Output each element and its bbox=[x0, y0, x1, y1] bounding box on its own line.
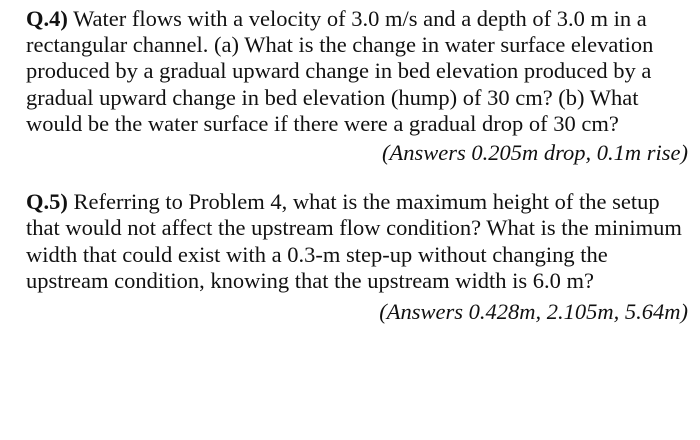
question-block-q5 bbox=[26, 189, 688, 325]
question-text-q4: Water flows with a velocity of 3.0 m/s and a depth of 3.0 m in a rectangular channel. (a) What is the change in water surface elevation produced by a gradual upward change in bed elevation produced by a gradual upward change in bed elevation (hump) of 30 cm? (b) What would be the water surface if there were a gradual drop of 30 cm? bbox=[26, 6, 654, 136]
answer-q4: (Answers 0.205m drop, 0.1m rise) bbox=[381, 140, 688, 166]
question-q4 bbox=[26, 6, 688, 137]
question-text-q5: Referring to Problem 4, what is the maximum height of the setup that would not affect the upstream flow condition? What is the minimum width that could exist with a 0.3-m step-up without changing the upstream condition, knowing that the upstream width is 6.0 m? bbox=[26, 189, 682, 293]
document-page bbox=[26, 6, 688, 325]
question-number-q5: Q.5) bbox=[26, 189, 68, 215]
question-q5 bbox=[26, 189, 688, 294]
question-block-q4 bbox=[26, 6, 688, 166]
answer-q5: (Answers 0.428m, 2.105m, 5.64m) bbox=[379, 299, 688, 325]
question-number-q4: Q.4) bbox=[26, 6, 68, 31]
